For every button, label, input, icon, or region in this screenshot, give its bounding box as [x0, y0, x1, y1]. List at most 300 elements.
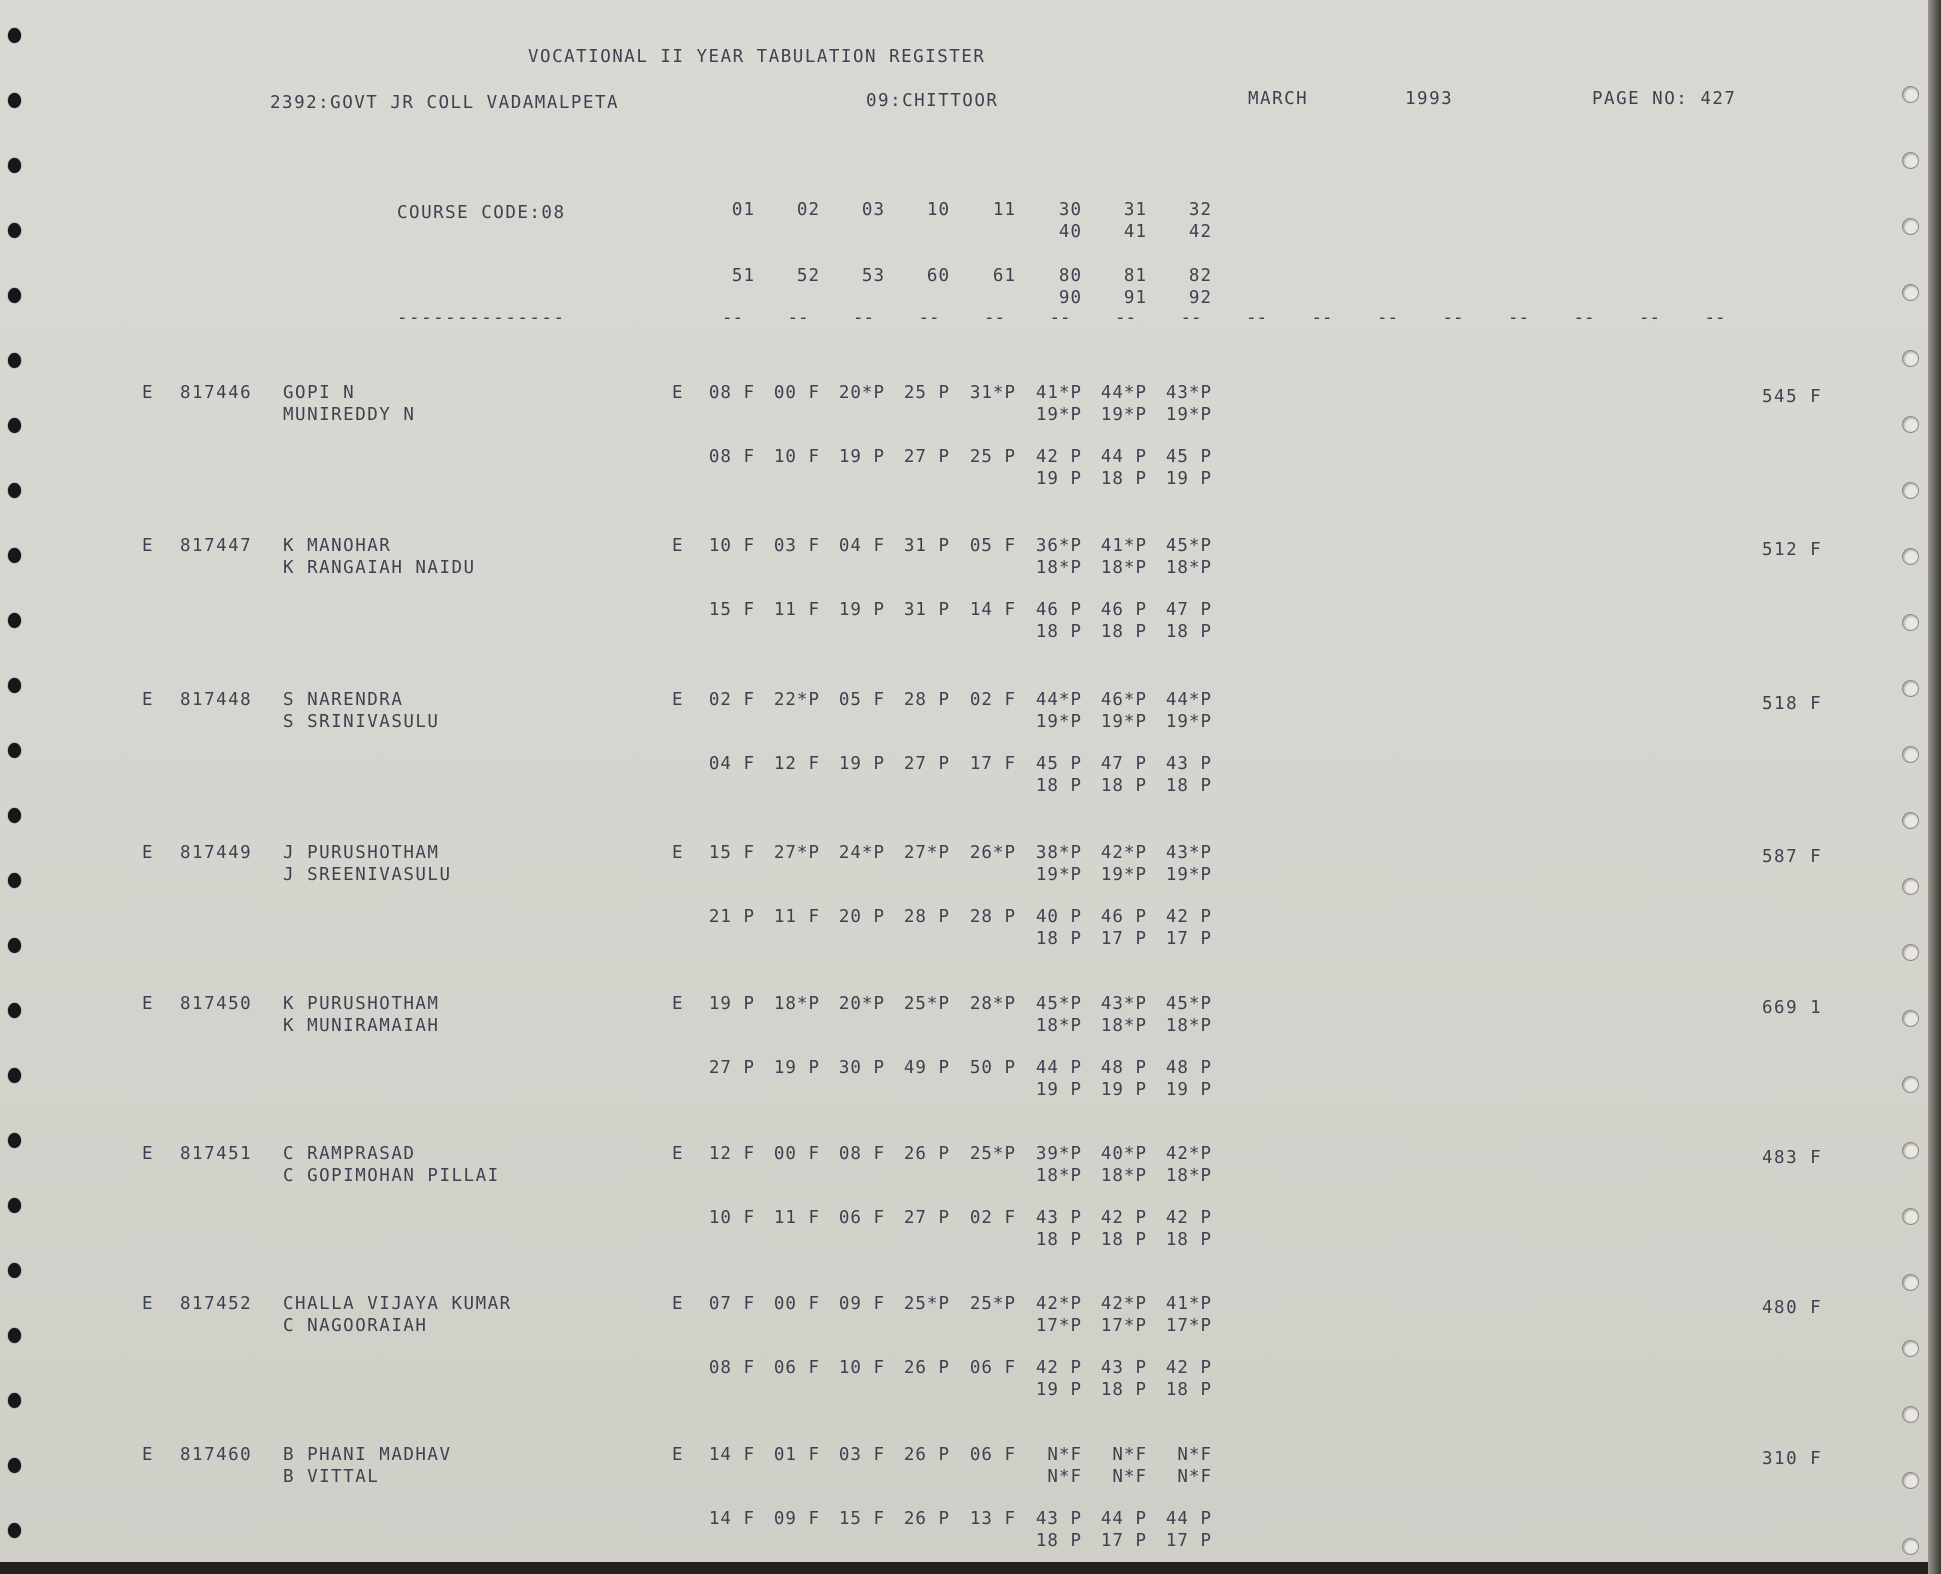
father-name: K MUNIRAMAIAH	[283, 1016, 440, 1036]
year2-mark: 28 P	[969, 907, 1016, 927]
year2-mark: 43 P	[1100, 1358, 1147, 1378]
feed-hole-left	[8, 1003, 21, 1018]
student-name: CHALLA VIJAYA KUMAR	[283, 1294, 512, 1314]
feed-hole-left	[8, 288, 21, 303]
subject-code: 31	[1123, 200, 1147, 220]
feed-hole-left	[8, 678, 21, 693]
year2-mark: 26 P	[903, 1509, 950, 1529]
subject-code: 11	[992, 200, 1016, 220]
roll-number: 817448	[180, 690, 253, 710]
year1-mark: 18*P	[1165, 1166, 1212, 1186]
year2-mark: 10 F	[773, 447, 820, 467]
medium-code: E	[672, 843, 685, 863]
paper-edge	[1928, 0, 1941, 1574]
year1-mark: 41*P	[1165, 1294, 1212, 1314]
subject-code: 51	[731, 266, 755, 286]
father-name: MUNIREDDY N	[283, 405, 416, 425]
roll-number: 817450	[180, 994, 253, 1014]
year2-mark: 48 P	[1100, 1058, 1147, 1078]
year1-mark: 17*P	[1100, 1316, 1147, 1336]
record-flag: E	[142, 994, 155, 1014]
student-name: K PURUSHOTHAM	[283, 994, 440, 1014]
year2-mark: 02 F	[969, 1208, 1016, 1228]
student-name: S NARENDRA	[283, 690, 404, 710]
year1-mark: 45*P	[1165, 536, 1212, 556]
year1-mark: 43*P	[1100, 994, 1147, 1014]
year1-mark: 18*P	[1165, 558, 1212, 578]
year2-mark: 11 F	[773, 1208, 820, 1228]
subject-code: 60	[926, 266, 950, 286]
year2-mark: 25 P	[969, 447, 1016, 467]
year1-mark: 38*P	[1035, 843, 1082, 863]
total-result: 518 F	[1762, 694, 1823, 714]
year2-mark: 19 P	[838, 600, 885, 620]
year2-mark: 18 P	[1100, 469, 1147, 489]
feed-hole-right	[1902, 1472, 1919, 1489]
year2-mark: 42 P	[1165, 907, 1212, 927]
year2-mark: 31 P	[903, 600, 950, 620]
feed-hole-left	[8, 613, 21, 628]
year1-mark: 44*P	[1100, 383, 1147, 403]
feed-hole-left	[8, 223, 21, 238]
year1-mark: 28 P	[903, 690, 950, 710]
feed-hole-right	[1902, 1406, 1919, 1423]
year1-mark: 43*P	[1165, 843, 1212, 863]
year1-mark: 40*P	[1100, 1144, 1147, 1164]
course-code-label: COURSE CODE:08	[397, 203, 566, 223]
record-flag: E	[142, 1144, 155, 1164]
feed-hole-right	[1902, 878, 1919, 895]
year2-mark: 26 P	[903, 1358, 950, 1378]
feed-hole-right	[1902, 1142, 1919, 1159]
feed-hole-left	[8, 483, 21, 498]
year2-mark: 45 P	[1035, 754, 1082, 774]
year2-mark: 18 P	[1100, 1230, 1147, 1250]
year1-mark: 19*P	[1035, 712, 1082, 732]
year2-mark: 19 P	[1165, 1080, 1212, 1100]
year2-mark: 06 F	[773, 1358, 820, 1378]
medium-code: E	[672, 383, 685, 403]
feed-hole-left	[8, 158, 21, 173]
year2-mark: 27 P	[903, 1208, 950, 1228]
feed-hole-right	[1902, 746, 1919, 763]
year1-mark: 45*P	[1035, 994, 1082, 1014]
year2-mark: 18 P	[1165, 776, 1212, 796]
year2-mark: 48 P	[1165, 1058, 1212, 1078]
year1-mark: 00 F	[773, 1294, 820, 1314]
year1-mark: 36*P	[1035, 536, 1082, 556]
year2-mark: 42 P	[1165, 1208, 1212, 1228]
column-dash: --	[1508, 308, 1530, 328]
year1-mark: 19*P	[1100, 865, 1147, 885]
feed-hole-left	[8, 353, 21, 368]
year1-mark: 12 F	[708, 1144, 755, 1164]
feed-hole-right	[1902, 1340, 1919, 1357]
year2-mark: 43 P	[1035, 1208, 1082, 1228]
feed-hole-right	[1902, 86, 1919, 103]
record-flag: E	[142, 690, 155, 710]
year2-mark: 47 P	[1165, 600, 1212, 620]
year2-mark: 46 P	[1100, 907, 1147, 927]
feed-hole-left	[8, 1523, 21, 1538]
year1-mark: 03 F	[838, 1445, 885, 1465]
year1-mark: 18*P	[1165, 1016, 1212, 1036]
total-result: 512 F	[1762, 540, 1823, 560]
student-name: K MANOHAR	[283, 536, 392, 556]
year1-mark: 28*P	[969, 994, 1016, 1014]
year1-mark: 15 F	[708, 843, 755, 863]
year2-mark: 13 F	[969, 1509, 1016, 1529]
year2-mark: 11 F	[773, 907, 820, 927]
year1-mark: 03 F	[773, 536, 820, 556]
year2-mark: 42 P	[1035, 1358, 1082, 1378]
feed-hole-right	[1902, 482, 1919, 499]
year1-mark: 41*P	[1100, 536, 1147, 556]
student-name: J PURUSHOTHAM	[283, 843, 440, 863]
year1-mark: 19*P	[1165, 865, 1212, 885]
year2-mark: 19 P	[1035, 469, 1082, 489]
year2-mark: 18 P	[1035, 776, 1082, 796]
year1-mark: 04 F	[838, 536, 885, 556]
feed-hole-left	[8, 873, 21, 888]
feed-hole-left	[8, 1458, 21, 1473]
column-dash: --	[1180, 308, 1202, 328]
year2-mark: 10 F	[838, 1358, 885, 1378]
year1-mark: 46*P	[1100, 690, 1147, 710]
year1-mark: 42*P	[1035, 1294, 1082, 1314]
student-name: C RAMPRASAD	[283, 1144, 416, 1164]
feed-hole-left	[8, 1393, 21, 1408]
subject-code: 81	[1123, 266, 1147, 286]
year2-mark: 06 F	[838, 1208, 885, 1228]
total-result: 483 F	[1762, 1148, 1823, 1168]
medium-code: E	[672, 690, 685, 710]
year2-mark: 19 P	[838, 754, 885, 774]
father-name: S SRINIVASULU	[283, 712, 440, 732]
subject-code: 32	[1188, 200, 1212, 220]
year2-mark: 19 P	[1035, 1080, 1082, 1100]
year1-mark: 25*P	[969, 1144, 1016, 1164]
year1-mark: 18*P	[1100, 1166, 1147, 1186]
column-dash: --	[918, 308, 940, 328]
feed-hole-left	[8, 938, 21, 953]
feed-hole-left	[8, 1133, 21, 1148]
year2-mark: 18 P	[1100, 776, 1147, 796]
year2-mark: 11 F	[773, 600, 820, 620]
medium-code: E	[672, 1144, 685, 1164]
column-dash: --	[787, 308, 809, 328]
year1-mark: 25*P	[903, 1294, 950, 1314]
subject-code: 61	[992, 266, 1016, 286]
year1-mark: 19*P	[1100, 712, 1147, 732]
district-name: 09:CHITTOOR	[866, 91, 999, 111]
year2-mark: 27 P	[903, 447, 950, 467]
year2-mark: 27 P	[903, 754, 950, 774]
year2-mark: 18 P	[1165, 1380, 1212, 1400]
column-dash: --	[1377, 308, 1399, 328]
year2-mark: 44 P	[1100, 447, 1147, 467]
year2-mark: 18 P	[1100, 1380, 1147, 1400]
year2-mark: 08 F	[708, 1358, 755, 1378]
year2-mark: 42 P	[1100, 1208, 1147, 1228]
roll-number: 817447	[180, 536, 253, 556]
feed-hole-left	[8, 418, 21, 433]
year1-mark: N*F	[1112, 1467, 1147, 1487]
column-dash: --	[1573, 308, 1595, 328]
year1-mark: 00 F	[773, 1144, 820, 1164]
roll-number: 817446	[180, 383, 253, 403]
year2-mark: 42 P	[1035, 447, 1082, 467]
medium-code: E	[672, 994, 685, 1014]
year2-mark: 08 F	[708, 447, 755, 467]
report-title: VOCATIONAL II YEAR TABULATION REGISTER	[528, 47, 986, 67]
year2-mark: 50 P	[969, 1058, 1016, 1078]
year1-mark: 31 P	[903, 536, 950, 556]
year1-mark: 09 F	[838, 1294, 885, 1314]
feed-hole-left	[8, 1198, 21, 1213]
column-dash: --	[1704, 308, 1726, 328]
college-name: 2392:GOVT JR COLL VADAMALPETA	[270, 93, 620, 113]
year1-mark: 26 P	[903, 1445, 950, 1465]
feed-hole-right	[1902, 944, 1919, 961]
year1-mark: 10 F	[708, 536, 755, 556]
year2-mark: 17 P	[1165, 929, 1212, 949]
year1-mark: 44*P	[1165, 690, 1212, 710]
year1-mark: 08 F	[838, 1144, 885, 1164]
subject-code: 42	[1188, 222, 1212, 242]
year2-mark: 19 P	[1165, 469, 1212, 489]
column-dash: --	[1115, 308, 1137, 328]
feed-hole-left	[8, 28, 21, 43]
year1-mark: 19*P	[1165, 712, 1212, 732]
medium-code: E	[672, 1445, 685, 1465]
year2-mark: 18 P	[1100, 622, 1147, 642]
year1-mark: 25*P	[903, 994, 950, 1014]
year2-mark: 27 P	[708, 1058, 755, 1078]
year2-mark: 10 F	[708, 1208, 755, 1228]
column-dash: --	[1311, 308, 1333, 328]
year2-mark: 40 P	[1035, 907, 1082, 927]
subject-code: 40	[1058, 222, 1082, 242]
year2-mark: 19 P	[838, 447, 885, 467]
year2-mark: 04 F	[708, 754, 755, 774]
year2-mark: 45 P	[1165, 447, 1212, 467]
course-code-underline: --------------	[397, 308, 566, 328]
page-number: PAGE NO: 427	[1592, 89, 1737, 109]
subject-code: 02	[796, 200, 820, 220]
year1-mark: 19*P	[1035, 405, 1082, 425]
feed-hole-left	[8, 93, 21, 108]
column-dash: --	[1442, 308, 1464, 328]
year2-mark: 14 F	[969, 600, 1016, 620]
father-name: B VITTAL	[283, 1467, 380, 1487]
feed-hole-right	[1902, 350, 1919, 367]
year1-mark: 24*P	[838, 843, 885, 863]
feed-hole-right	[1902, 1010, 1919, 1027]
year1-mark: 25*P	[969, 1294, 1016, 1314]
year2-mark: 46 P	[1035, 600, 1082, 620]
roll-number: 817452	[180, 1294, 253, 1314]
year2-mark: 44 P	[1035, 1058, 1082, 1078]
feed-hole-right	[1902, 680, 1919, 697]
year1-mark: 42*P	[1165, 1144, 1212, 1164]
feed-hole-right	[1902, 1076, 1919, 1093]
father-name: C NAGOORAIAH	[283, 1316, 428, 1336]
year1-mark: 07 F	[708, 1294, 755, 1314]
feed-hole-right	[1902, 1274, 1919, 1291]
year1-mark: 19 P	[708, 994, 755, 1014]
year1-mark: 00 F	[773, 383, 820, 403]
year1-mark: 19*P	[1165, 405, 1212, 425]
subject-code: 10	[926, 200, 950, 220]
year1-mark: 06 F	[969, 1445, 1016, 1465]
year2-mark: 19 P	[1100, 1080, 1147, 1100]
year1-mark: 26 P	[903, 1144, 950, 1164]
feed-hole-right	[1902, 416, 1919, 433]
year2-mark: 28 P	[903, 907, 950, 927]
feed-hole-right	[1902, 218, 1919, 235]
subject-code: 90	[1058, 288, 1082, 308]
total-result: 545 F	[1762, 387, 1823, 407]
year1-mark: 08 F	[708, 383, 755, 403]
year2-mark: 19 P	[1035, 1380, 1082, 1400]
total-result: 587 F	[1762, 847, 1823, 867]
year2-mark: 17 P	[1100, 929, 1147, 949]
column-dash: --	[722, 308, 744, 328]
year2-mark: 42 P	[1165, 1358, 1212, 1378]
year2-mark: 14 F	[708, 1509, 755, 1529]
year2-mark: 46 P	[1100, 600, 1147, 620]
feed-hole-left	[8, 1263, 21, 1278]
year2-mark: 18 P	[1035, 929, 1082, 949]
year2-mark: 06 F	[969, 1358, 1016, 1378]
father-name: J SREENIVASULU	[283, 865, 452, 885]
feed-hole-right	[1902, 1208, 1919, 1225]
year2-mark: 19 P	[773, 1058, 820, 1078]
exam-year: 1993	[1405, 89, 1454, 109]
column-dash: --	[1246, 308, 1268, 328]
year1-mark: 17*P	[1035, 1316, 1082, 1336]
year1-mark: 42*P	[1100, 1294, 1147, 1314]
year1-mark: 18*P	[1100, 558, 1147, 578]
year2-mark: 20 P	[838, 907, 885, 927]
year1-mark: N*F	[1047, 1445, 1082, 1465]
year1-mark: N*F	[1112, 1445, 1147, 1465]
year1-mark: 02 F	[708, 690, 755, 710]
year1-mark: 02 F	[969, 690, 1016, 710]
record-flag: E	[142, 383, 155, 403]
year2-mark: 44 P	[1165, 1509, 1212, 1529]
feed-hole-right	[1902, 152, 1919, 169]
column-dash: --	[984, 308, 1006, 328]
total-result: 310 F	[1762, 1449, 1823, 1469]
subject-code: 01	[731, 200, 755, 220]
year2-mark: 43 P	[1035, 1509, 1082, 1529]
subject-code: 41	[1123, 222, 1147, 242]
roll-number: 817460	[180, 1445, 253, 1465]
year2-mark: 43 P	[1165, 754, 1212, 774]
year1-mark: 43*P	[1165, 383, 1212, 403]
year1-mark: N*F	[1177, 1445, 1212, 1465]
year2-mark: 49 P	[903, 1058, 950, 1078]
student-name: GOPI N	[283, 383, 356, 403]
roll-number: 817451	[180, 1144, 253, 1164]
feed-hole-left	[8, 1328, 21, 1343]
year1-mark: 20*P	[838, 383, 885, 403]
year1-mark: 25 P	[903, 383, 950, 403]
year1-mark: 27*P	[773, 843, 820, 863]
year1-mark: 26*P	[969, 843, 1016, 863]
year1-mark: 18*P	[1100, 1016, 1147, 1036]
year1-mark: 05 F	[969, 536, 1016, 556]
year2-mark: 15 F	[708, 600, 755, 620]
year2-mark: 18 P	[1165, 1230, 1212, 1250]
roll-number: 817449	[180, 843, 253, 863]
year1-mark: 05 F	[838, 690, 885, 710]
subject-code: 52	[796, 266, 820, 286]
year2-mark: 18 P	[1035, 1531, 1082, 1551]
year1-mark: 19*P	[1035, 865, 1082, 885]
total-result: 480 F	[1762, 1298, 1823, 1318]
student-name: B PHANI MADHAV	[283, 1445, 452, 1465]
column-dash: --	[1639, 308, 1661, 328]
exam-month: MARCH	[1248, 89, 1309, 109]
feed-hole-left	[8, 1068, 21, 1083]
year1-mark: 45*P	[1165, 994, 1212, 1014]
year1-mark: 39*P	[1035, 1144, 1082, 1164]
year1-mark: 18*P	[1035, 558, 1082, 578]
medium-code: E	[672, 536, 685, 556]
year1-mark: 18*P	[1035, 1016, 1082, 1036]
year1-mark: 14 F	[708, 1445, 755, 1465]
year1-mark: N*F	[1177, 1467, 1212, 1487]
subject-code: 91	[1123, 288, 1147, 308]
year1-mark: N*F	[1047, 1467, 1082, 1487]
father-name: K RANGAIAH NAIDU	[283, 558, 476, 578]
year2-mark: 17 F	[969, 754, 1016, 774]
year1-mark: 31*P	[969, 383, 1016, 403]
year1-mark: 44*P	[1035, 690, 1082, 710]
year2-mark: 18 P	[1035, 622, 1082, 642]
feed-hole-right	[1902, 614, 1919, 631]
year2-mark: 17 P	[1100, 1531, 1147, 1551]
subject-code: 30	[1058, 200, 1082, 220]
year1-mark: 22*P	[773, 690, 820, 710]
feed-hole-right	[1902, 284, 1919, 301]
column-dash: --	[1049, 308, 1071, 328]
subject-code: 53	[861, 266, 885, 286]
feed-hole-right	[1902, 812, 1919, 829]
year1-mark: 19*P	[1100, 405, 1147, 425]
feed-hole-right	[1902, 1538, 1919, 1555]
record-flag: E	[142, 843, 155, 863]
total-result: 669 1	[1762, 998, 1823, 1018]
year2-mark: 21 P	[708, 907, 755, 927]
year2-mark: 18 P	[1165, 622, 1212, 642]
subject-code: 80	[1058, 266, 1082, 286]
year1-mark: 20*P	[838, 994, 885, 1014]
year1-mark: 42*P	[1100, 843, 1147, 863]
medium-code: E	[672, 1294, 685, 1314]
year2-mark: 17 P	[1165, 1531, 1212, 1551]
feed-hole-right	[1902, 548, 1919, 565]
year2-mark: 18 P	[1035, 1230, 1082, 1250]
subject-code: 82	[1188, 266, 1212, 286]
year2-mark: 09 F	[773, 1509, 820, 1529]
record-flag: E	[142, 1445, 155, 1465]
feed-hole-left	[8, 548, 21, 563]
subject-code: 92	[1188, 288, 1212, 308]
